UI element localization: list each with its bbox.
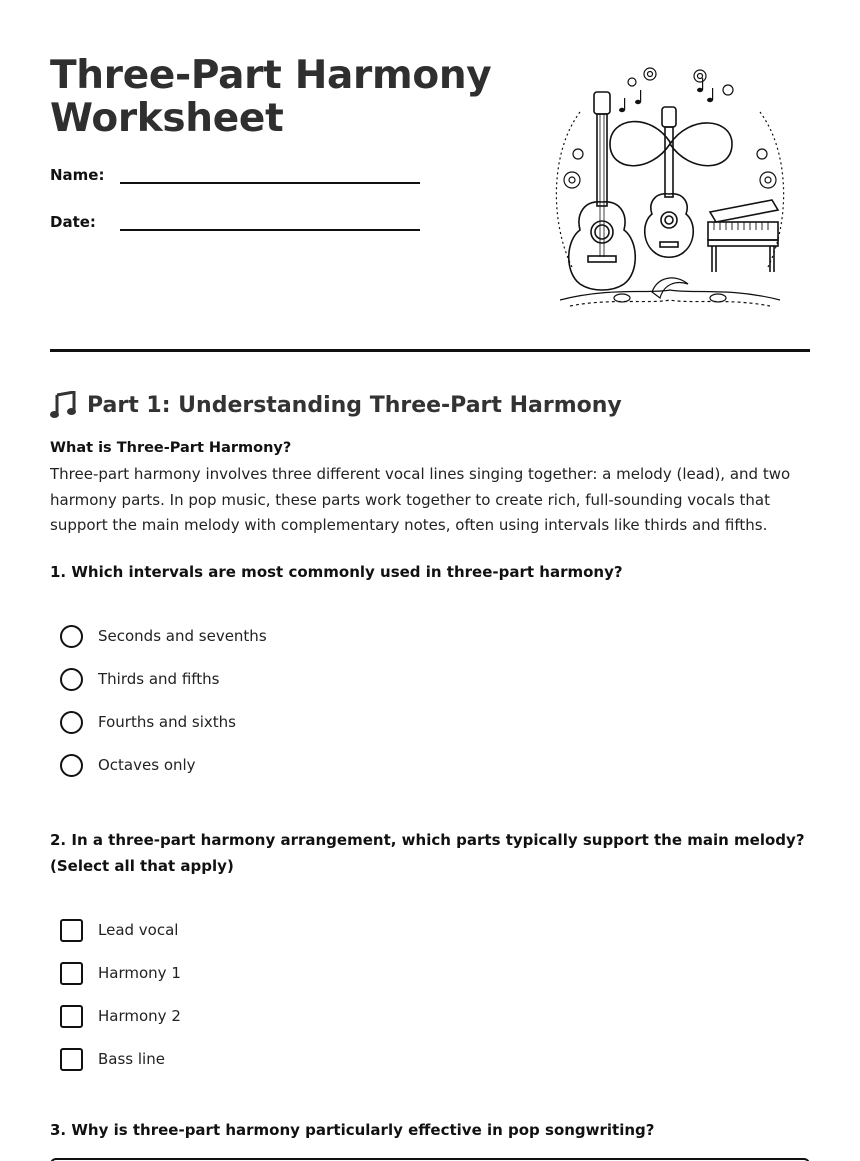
worksheet-page <box>50 0 810 1139</box>
question-2-options <box>50 909 810 1081</box>
checkbox[interactable] <box>60 962 83 985</box>
option-label: Harmony 2 <box>98 1007 181 1025</box>
option-label: Fourths and sixths <box>98 713 236 731</box>
guitar-drawing <box>569 92 636 290</box>
worksheet-title: Three-Part Harmony Worksheet <box>50 53 492 141</box>
piano-drawing <box>708 200 778 272</box>
question-1: 1. Which intervals are most commonly used in three-part harmony? <box>50 562 623 581</box>
section-divider <box>50 349 810 352</box>
worksheet-header <box>50 0 810 352</box>
option-label: Lead vocal <box>98 921 179 939</box>
name-label: Name: <box>50 166 105 184</box>
radio-option[interactable] <box>60 658 810 701</box>
part1-subheading: What is Three-Part Harmony? <box>50 440 292 456</box>
radio-button[interactable] <box>60 668 83 691</box>
question-1-options <box>50 615 810 787</box>
option-label: Harmony 1 <box>98 964 181 982</box>
checkbox-option[interactable] <box>60 1038 810 1081</box>
decorative-border <box>556 68 783 306</box>
part1-heading-text: Part 1: Understanding Three-Part Harmony <box>87 392 622 418</box>
question-2: 2. In a three-part harmony arrangement, which parts typically support the main melody? (Select all that apply) <box>50 830 805 875</box>
question-3: 3. Why is three-part harmony particularly effective in pop songwriting? <box>50 1120 655 1139</box>
date-input-line[interactable] <box>120 213 420 231</box>
option-label: Seconds and sevenths <box>98 627 267 645</box>
option-label: Octaves only <box>98 756 196 774</box>
music-note-icon <box>50 391 76 419</box>
radio-button[interactable] <box>60 754 83 777</box>
checkbox-option[interactable] <box>60 909 810 952</box>
checkbox[interactable] <box>60 1048 83 1071</box>
option-label: Bass line <box>98 1050 165 1068</box>
date-label: Date: <box>50 213 96 231</box>
radio-button[interactable] <box>60 711 83 734</box>
instruments-illustration <box>550 62 790 312</box>
infinity-shape <box>610 122 732 166</box>
part1-intro-text: Three-part harmony involves three different vocal lines singing together: a melody (lead), and two harmony parts. In pop music, these parts work together to create rich, full-sounding vocals that support the main melody with complementary notes, often using intervals like thirds and fifths. <box>50 465 791 534</box>
part1-section <box>50 388 810 1143</box>
checkbox-option[interactable] <box>60 952 810 995</box>
radio-button[interactable] <box>60 625 83 648</box>
checkbox[interactable] <box>60 919 83 942</box>
name-input-line[interactable] <box>120 166 420 184</box>
checkbox[interactable] <box>60 1005 83 1028</box>
radio-option[interactable] <box>60 701 810 744</box>
part1-heading <box>50 388 810 422</box>
date-field <box>50 213 420 231</box>
radio-option[interactable] <box>60 615 810 658</box>
radio-option[interactable] <box>60 744 810 787</box>
name-field <box>50 166 420 184</box>
option-label: Thirds and fifths <box>98 670 220 688</box>
checkbox-option[interactable] <box>60 995 810 1038</box>
